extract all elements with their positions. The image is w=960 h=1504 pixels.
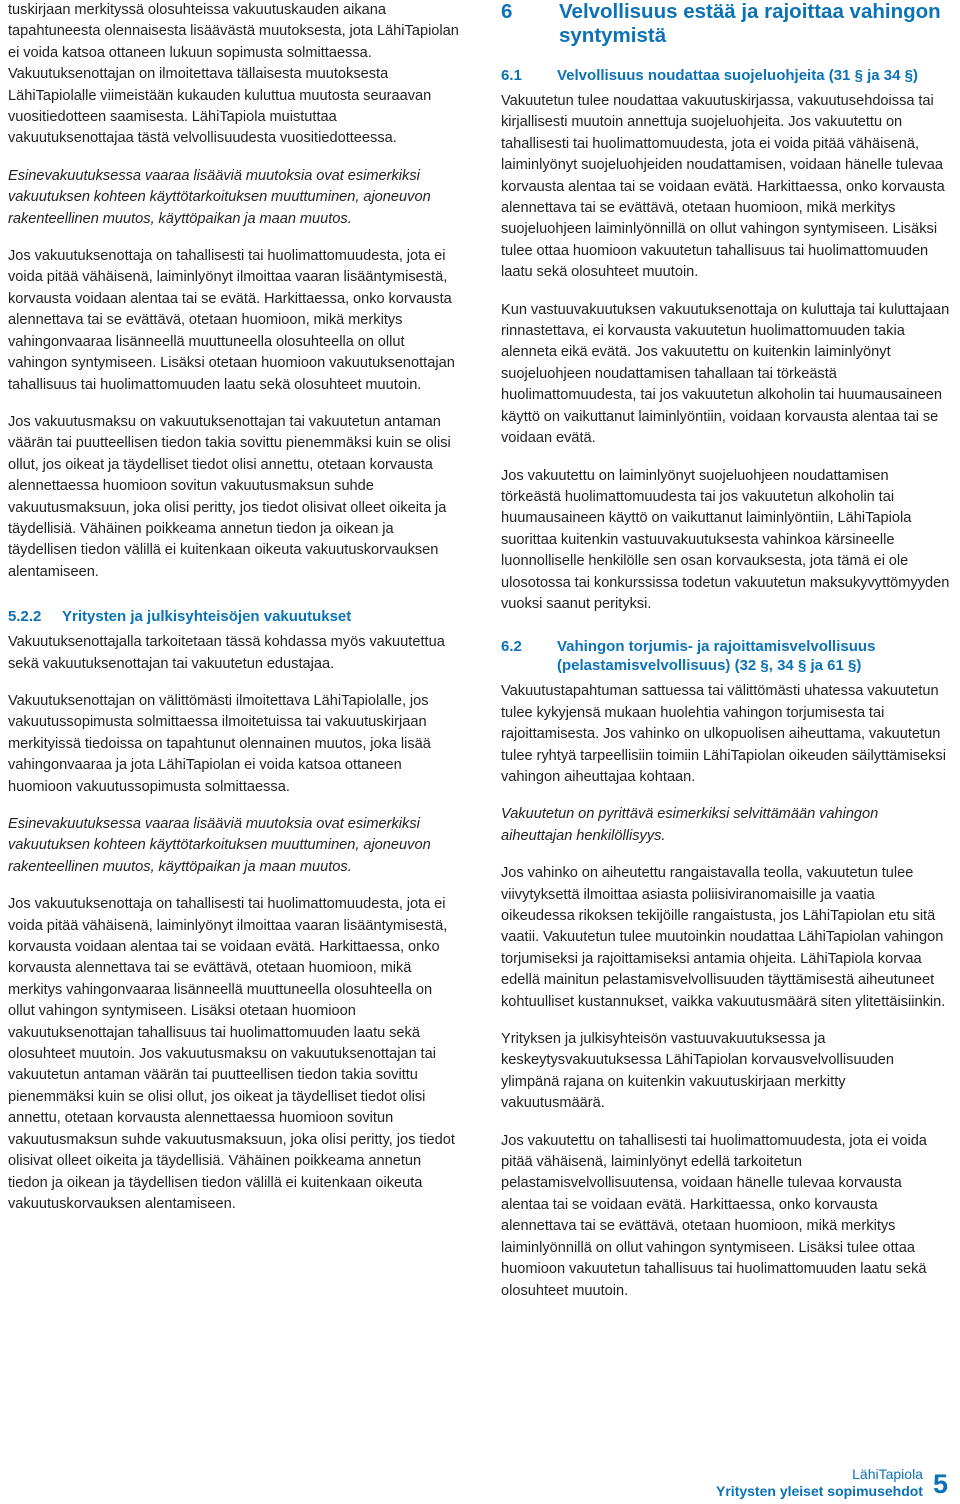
section-title: Velvollisuus noudattaa suojeluohjeita (31 § ja 34 §) [557, 67, 918, 84]
section-number: 5.2.2 [8, 608, 42, 626]
section-number: 6 [501, 0, 513, 23]
paragraph: Vakuutustapahtuman sattuessa tai välittömästi uhatessa vakuutetun tulee kykyjensä mukaan huolehtia vahingon torjumisesta tai rajoittamisesta. Jos vahinko on ulkopuolisen aiheuttama, vakuutetun tulee ryhtyä tarpeellisiin toimiin LähiTapiolan oikeuden säilyttämiseksi vahingon aiheuttajaa kohtaan. [501, 683, 946, 785]
page-footer [716, 1466, 948, 1500]
paragraph: Vakuutuksenottajan on välittömästi ilmoitettava LähiTapiolalle, jos vakuutussopimusta solmittaessa ilmoitetuissa tai vakuutuskirjaan merkityissä tiedoissa on tapahtunut olennainen muutos, joka lisää vahingonvaaraa ja jota LähiTapiolan ei voida katsoa ottaneen huomioon vakuutussopimusta solmittaessa. [8, 692, 431, 795]
section-number: 6.1 [501, 67, 522, 84]
paragraph: tuskirjaan merkityssä olosuhteissa vakuutuskauden aikana tapahtuneesta olennaisesta lisäävästä muutoksesta, jota LähiTapiolan ei voida katsoa ottaneen lukuun sopimusta solmittaessa. Vakuutuksenottajan on ilmoitettava tällaisesta muutoksesta LähiTapiolalle viimeistään kukauden kuluttua muutosta seuraavan vuositiedotteen saamisesta. LähiTapiola muistuttaa vakuutuksenottajaa tästä velvollisuudesta vuositiedotteessa. [8, 2, 459, 147]
paragraph: Yrityksen ja julkisyhteisön vastuuvakuutuksessa ja keskeytysvakuutuksessa LähiTapiolan korvausvelvollisuuden ylimpänä rajana on kuitenkin vakuutuskirjaan merkitty vakuutusmäärä. [501, 1031, 895, 1112]
page-number: 5 [932, 1469, 948, 1499]
paragraph: Jos vahinko on aiheutettu rangaistavalla teolla, vakuutetun tulee viivytyksettä ilmoittaa asiasta poliisiviranomaisille ja vaatia oikeudessa rikoksen tekijöille rangaistusta, jos LähiTapiolan etu sitä vaatii. Vakuutetun tulee muutoinkin noudattaa LähiTapiolan vahingon torjumiseksi ja rajoittamiseksi antamia ohjeita. LähiTapiola korvaa edellä mainitun pelastamisvelvollisuuden täyttämisestä aiheutuneet kohtuulliset kustannukset, vaikka vakuutusmäärä siten ylitettäisiinkin. [501, 865, 946, 1010]
paragraph: Jos vakuutusmaksu on vakuutuksenottajan tai vakuutetun antaman väärän tai puutteellisen tiedon takia sovittu pienemmäksi kuin se olisi ollut, jos oikeat ja täydelliset tiedot olisi annettu, otetaan korvausta alennettaessa huomioon sovitun vakuutusmaksun suhde vakuutusmaksuun, joka olisi peritty, jos tiedot olisivat olleet oikeita ja täydellisiä. Vähäinen poikkeama annetun tiedon ja oikean ja täydellisen tiedon välillä ei kuitenkaan oikeuta vakuutuskorvauksen alentamiseen. [8, 413, 451, 580]
section-heading-5-2-2 [8, 607, 462, 626]
paragraph: Kun vastuuvakuutuksen vakuutuksenottaja on kuluttaja tai kuluttajaan rinnastettava, ei korvausta vakuutetun huolimattomuuden takia alenneta eikä evätä. Jos vakuutettu on kuitenkin laiminlyönyt suojeluohjeen noudattamisen tahallaan tai törkeästä huolimattomuudesta, tai jos vakuutetun alkoholin tai huumausaineen käyttö on vaikuttanut laiminlyöntiin, voidaan korvausta alentaa tai se voidaan evätä. [501, 301, 950, 447]
section-title: Yritysten ja julkisyhteisöjen vakuutukset [62, 608, 352, 626]
paragraph-italic: Esinevakuutuksessa vaaraa lisääviä muutoksia ovat esimerkiksi vakuutuksen kohteen käyttötarkoituksen muuttuminen, ajoneuvon rakenteellinen muutos, käyttöpaikan ja maan muutos. [8, 167, 431, 227]
section-title: Vahingon torjumis- ja rajoittamisvelvollisuus (pelastamisvelvollisuus) (32 §, 34 § ja 61 §) [557, 638, 876, 675]
section-title: Velvollisuus estää ja rajoittaa vahingon syntymistä [559, 0, 941, 47]
footer-document-title: Yritysten yleiset sopimusehdot [716, 1483, 923, 1499]
paragraph: Jos vakuutettu on tahallisesti tai huolimattomuudesta, jota ei voida pitää vähäisenä, laiminlyönyt edellä tarkoitetun pelastamisvelvollisuutensa, voidaan hänelle tulevaa korvausta alentaa tai se voidaan evätä. Harkittaessa, onko korvausta alennettava tai se evättävä, otetaan huomioon, mikä merkitys laiminlyönnillä on ollut vahingon syntymiseen. Lisäksi tulee ottaa huomioon vakuutetun tahallisuus tai huolimattomuuden laatu sekä olosuhteet muutoin. [501, 1132, 927, 1299]
right-column [501, 0, 951, 1318]
footer-text [716, 1466, 923, 1500]
paragraph: Jos vakuutettu on laiminlyönyt suojeluohjeen noudattamisen törkeästä huolimattomuudesta tai jos vakuutetun alkoholin tai huumausaineen käyttö on vaikuttanut laiminlyöntiin, LähiTapiola suorittaa kuitenkin vastuuvakuutuksesta vahinkoa kärsineelle luonnolliselle henkilölle sen osan korvauksesta, jota tämä ei ole ulosotossa tai konkurssissa todetun vakuutetun maksukyvyttömyyden vuoksi saanut perityksi. [501, 467, 950, 612]
paragraph: Vakuutuksenottajalla tarkoitetaan tässä kohdassa myös vakuutettua sekä vakuutuksenottajan tai vakuutetun edustajaa. [8, 634, 445, 672]
paragraph: Jos vakuutuksenottaja on tahallisesti tai huolimattomuudesta, jota ei voida pitää vähäisenä, laiminlyönyt ilmoittaa vaaran lisääntymisestä, korvausta voidaan alentaa tai se evätä. Harkittaessa, onko korvausta alennettava tai se evättävä, otetaan huomioon, mikä merkitys vahingonvaaraa lisänneellä muuttuneella olosuhteella on ollut vahingon syntymiseen. Lisäksi otetaan huomioon vakuutuksenottajan tahallisuus tai huolimattomuuden laatu sekä olosuhteet muutoin. [8, 248, 455, 393]
paragraph-italic: Vakuutetun on pyrittävä esimerkiksi selvittämään vahingon aiheuttajan henkilöllisyys. [501, 806, 879, 844]
paragraph-italic: Esinevakuutuksessa vaaraa lisääviä muutoksia ovat esimerkiksi vakuutuksen kohteen käyttötarkoituksen muuttuminen, ajoneuvon rakenteellinen muutos, käyttöpaikan ja maan muutos. [8, 816, 431, 875]
left-column [8, 0, 462, 1231]
paragraph: Jos vakuutuksenottaja on tahallisesti tai huolimattomuudesta, jota ei voida pitää vähäisenä, laiminlyönyt ilmoittaa vaaran lisääntymisestä, korvausta voidaan alentaa tai se voidaan evätä. Harkittaessa, onko korvausta alennettava tai se evättävä, otetaan huomioon, mikä merkitys vahingonvaaraa lisänneellä muuttuneella olosuhteella on ollut vahingon syntymiseen. Lisäksi otetaan huomioon vakuutuksenottajan tahallisuus tai huolimattomuuden laatu sekä olosuhteet muutoin. Jos vakuutusmaksu on vakuutuksenottajan tai vakuutetun antaman väärän tai puutteellisen tiedon takia sovittu pienemmäksi kuin se olisi ollut, jos oikeat ja täydelliset tiedot olisi annettu, otetaan korvausta alennettaessa huomioon sovitun vakuutusmaksun suhde vakuutusmaksuun, joka olisi peritty, jos tiedot olisivat olleet oikeita ja täydellisiä. Vähäinen poikkeama annetun tiedon ja oikean ja täydellisen tiedon välillä ei kuitenkaan oikeuta vakuutuskorvauksen alentamiseen. [8, 896, 455, 1212]
paragraph: Vakuutetun tulee noudattaa vakuutuskirjassa, vakuutusehdoissa tai kirjallisesti muutoin annettuja suojeluohjeita. Jos vakuutettu on tahallisesti tai huolimattomuudesta, jota ei voida pitää vähäisenä, laiminlyönyt suojeluohjeiden noudattamisen, voidaan hänelle tulevaa korvausta alentaa tai se voidaan evätä. Harkittaessa, onko korvausta alennettava tai se evättävä, otetaan huomioon, mikä merkitys suojeluohjeen laiminlyönnillä on ollut vahingon syntymiseen. Lisäksi tulee ottaa huomioon vakuutetun tahallisuus tai huolimattomuuden laatu sekä olosuhteet muutoin. [501, 93, 945, 281]
section-heading-6-1 [501, 66, 951, 85]
section-heading-6 [501, 0, 951, 48]
section-number: 6.2 [501, 638, 522, 656]
footer-brand: LähiTapiola [852, 1466, 923, 1482]
section-heading-6-2 [501, 637, 951, 675]
